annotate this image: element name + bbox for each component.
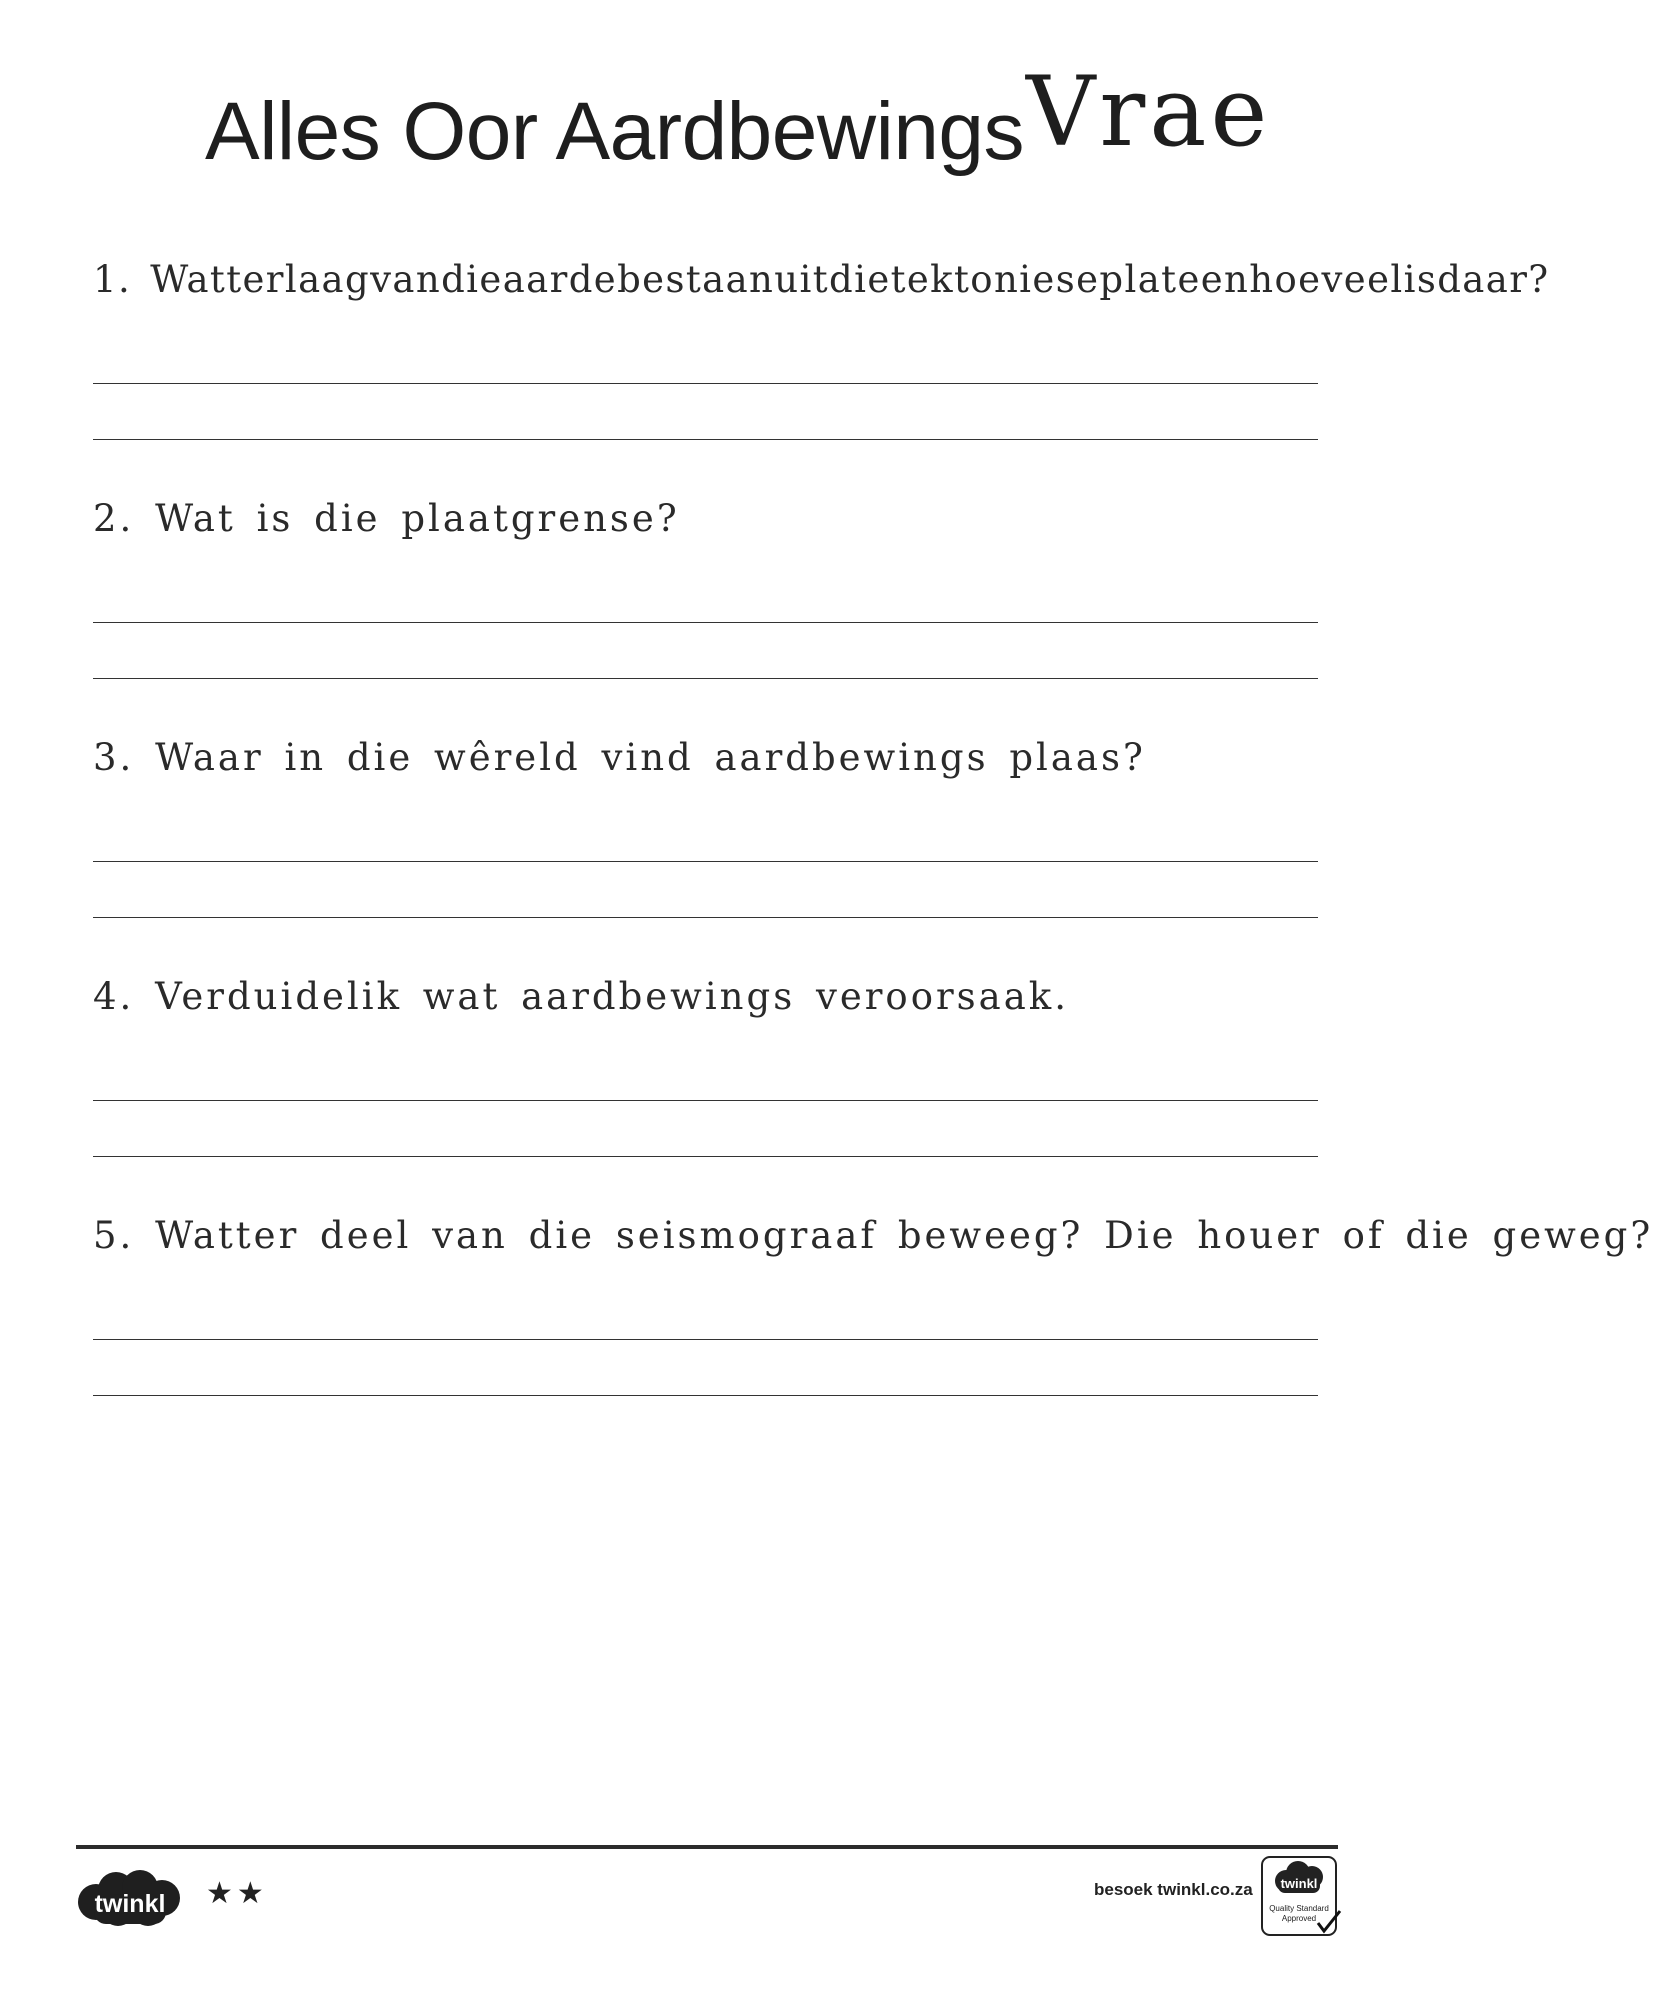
logo-text: twinkl — [94, 1890, 166, 1918]
title-sub: Vrae — [1026, 56, 1272, 168]
question-3: 3. Waar in die wêreld vind aardbewings plaas? — [93, 736, 1146, 779]
question-2: 2. Wat is die plaatgrense? — [93, 497, 680, 540]
question-4: 4. Verduidelik wat aardbewings veroorsaak. — [93, 975, 1069, 1018]
answer-line[interactable] — [93, 439, 1318, 440]
answer-line[interactable] — [93, 678, 1318, 679]
twinkl-logo — [74, 1868, 186, 1930]
star-rating: ★★ — [206, 1876, 268, 1911]
answer-line[interactable] — [93, 383, 1318, 384]
answer-line[interactable] — [93, 1395, 1318, 1396]
answer-line[interactable] — [93, 622, 1318, 623]
answer-line[interactable] — [93, 861, 1318, 862]
question-5: 5. Watter deel van die seismograaf beweeg? Die houer of die geweg? — [93, 1214, 1653, 1257]
badge-line1: Quality Standard — [1269, 1904, 1329, 1913]
badge-line2: Approved — [1281, 1914, 1317, 1923]
quality-badge — [1260, 1855, 1344, 1939]
answer-line[interactable] — [93, 1339, 1318, 1340]
answer-line[interactable] — [93, 1100, 1318, 1101]
badge-logo-text: twinkl — [1280, 1876, 1318, 1891]
page-title — [205, 56, 1272, 177]
title-main: Alles Oor Aardbewings — [205, 86, 1025, 177]
visit-link[interactable]: besoek twinkl.co.za — [1094, 1880, 1253, 1899]
answer-line[interactable] — [93, 1156, 1318, 1157]
footer-divider — [76, 1845, 1338, 1849]
answer-line[interactable] — [93, 917, 1318, 918]
question-1: 1. Watterlaagvandieaardebestaanuitdietektonieseplateenhoeveelisdaar? — [93, 258, 1550, 301]
